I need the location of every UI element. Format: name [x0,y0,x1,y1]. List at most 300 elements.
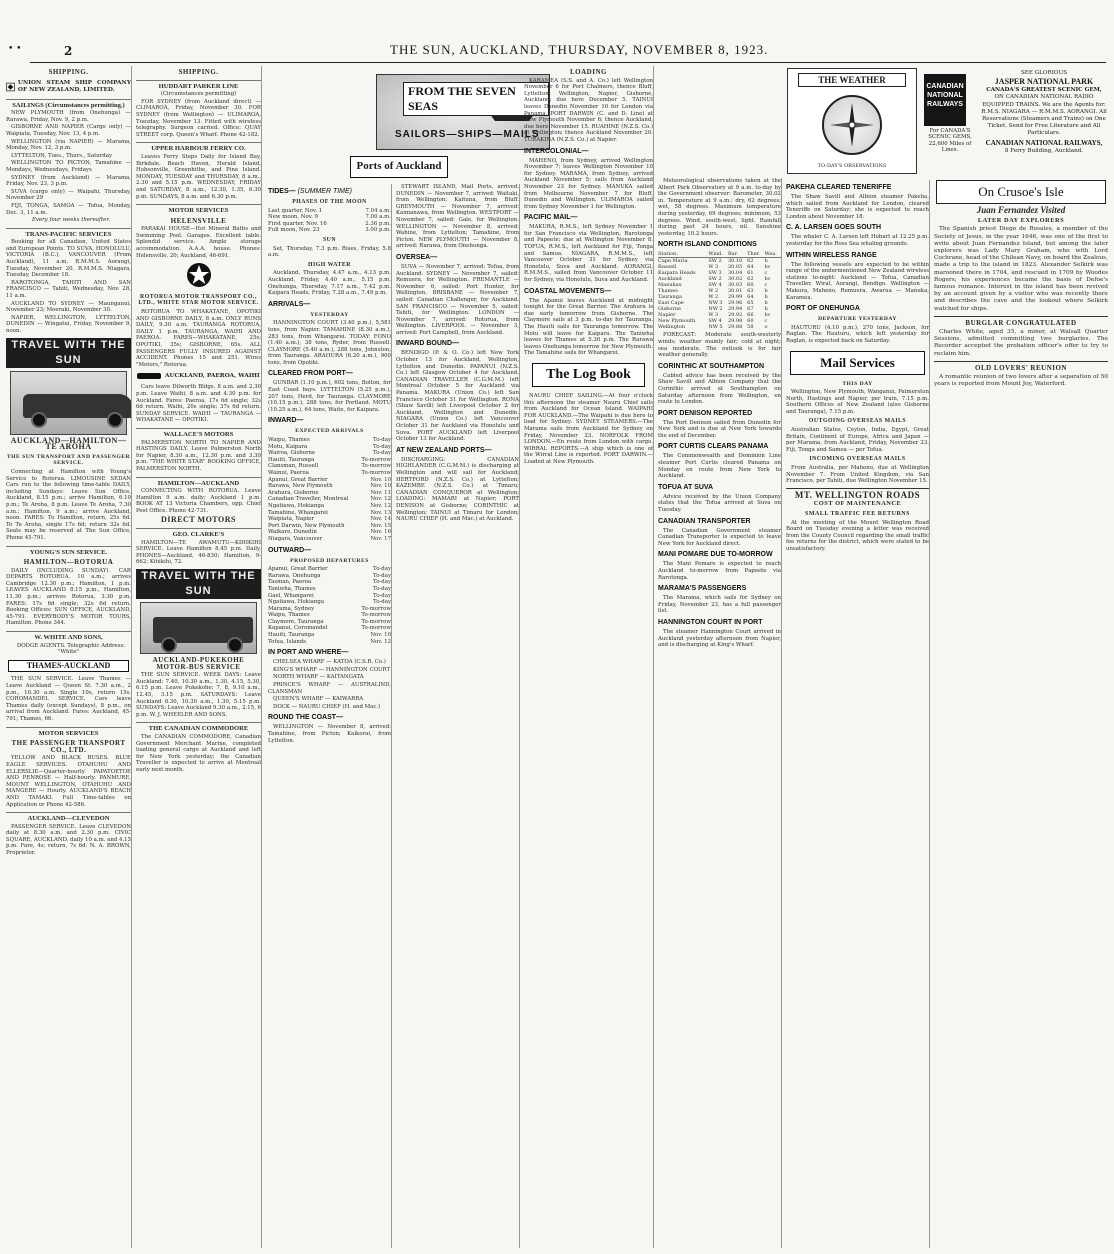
table-cell: b [764,258,768,265]
trans-pacific-heading: TRANS-PACIFIC SERVICES [6,228,131,239]
paeroa-header [136,371,261,381]
cnr-ad-text: ON CANADIAN NATIONAL RADIO EQUIPPED TRAINS. We are the Agents for: R.M.S. NIAGARA — R.M.M.S. AORANGI. All Reservations (Steamers and Trains) on One Ticket. Send for Free Literature and All Particulars. [981,94,1107,137]
clevedon-heading: AUCKLAND—CLEVEDON [6,812,131,823]
table-cell: 29.88 [727,324,743,331]
date: To-day [373,585,391,592]
table-cell: Thames [658,288,678,295]
list-item [268,490,391,497]
vessel: Rarawa, New Plymouth [268,483,333,490]
expected-arrivals-list [268,437,391,543]
mt-wellington-text: At the meeting of the Mount Wellington Road Board on Tuesday evening a letter was received from the County Council regarding the small traffic fee returns for the district, which were stated to be unsatisfactory. [786,519,929,552]
table-cell: 30.04 [727,270,743,277]
cnr-name: CANADIAN NATIONAL RAILWAYS, [985,138,1103,147]
wharf-item: QUEEN'S WHARF — KAIWARRA [273,696,364,703]
wharf-item: KING'S WHARF — HANNINGTON COURT [273,666,391,673]
north-island-conditions-heading: NORTH ISLAND CONDITIONS [658,241,757,249]
list-item [268,221,391,228]
date: To-day [373,592,391,599]
clarke-text: HAMILTON—TE AWAMUTU—KIHIKIHI SERVICE. Leave Hamilton 8.45 p.m. Daily. PHONES—Auckland, 46-830; Hamilton, 9-662; Kihikihi, 72. [136,539,261,566]
mani-pomare-text: The Mani Pomare is expected to reach Auckland to-morrow from Papeete via Rarotonga. [658,561,781,581]
conditions-table-body [658,258,781,331]
sailing-item: LYTTELTON, Tues., Thurs., Saturday [11,152,112,159]
vessel: Waipu, Thames [268,612,310,619]
list-item [268,516,391,523]
vessel: Motu, Kaipara [268,443,308,450]
wharf-item: PRINCE'S WHARF — AUSTRALIND, CLANSMAN [268,682,391,695]
column-header: Wind. [708,251,728,258]
table-cell: New Plymouth [658,318,696,325]
list-item [268,463,391,470]
auckland-hamilton-heading: AUCKLAND—HAMILTON—TE AROHA [10,435,127,452]
sun-text: Set, Thursday, 7.3 p.m. Rises, Friday, 5.8 a.m. [268,245,391,259]
list-item [268,227,391,234]
proposed-departures-list [268,566,391,645]
wharf-item: NORTH WHARF — KAITANGATA [273,674,364,681]
union-flag-icon [6,79,15,95]
sydney-service-text: AUCKLAND TO SYDNEY — Maunganui, November 23; Moeraki, November 30. [6,300,131,314]
table-cell: SW 3 [708,270,722,277]
port-curtis-text: The Commonwealth and Dominion Line steamer Port Curtis cleared Panama on Monday en route from New York to Auckland. [658,453,781,480]
crusoe-article-text: The Spanish priest Diego de Rosales, a member of the Society of Jesus, in the year 1646, was one of the first to write about Juan Fernandez Island, but among the later explorers was Lady Mary Graham, who with Lord Cochrane, head of the Chilean Navy, on board the Zealous, made a trip to the island in 1823. Alexander Selkirk was marooned there in 1704, and rescued in 1709 by Woodes Rogers; his experiences became the basis of Defoe's famous romance. Interest in the island has been revived by an account given by a visitor who was recently there and describes the cave and the lookout where Selkirk watched for ships. [934,226,1108,312]
intercolonial-text: MAHENO, from Sydney, arrived Wellington November 7; leaves Wellington November 10 for Sydney. MARAMA, from Sydney, arrived Auckland November 5; sails from Auckland November 23 for Sydney. MANUKA sailed from Melbourne November 7 for Bluff, Dunedin and Wellington. ULIMAROA sailed from Sydney November 1 for Wellington. [524,157,653,210]
departure-yesterday-label: DEPARTURE YESTERDAY [818,316,897,323]
oversea-text: SUVA — November 7, arrived: Tofua, from Auckland. SYDNEY — November 7, sailed: Remuera, for Wellington. FREMANTLE — November 6, sailed: Port Hunter, for Wellington. BRISBANE — November 7, sailed: Canadian Challenger, for Auckland. SAN FRANCISCO — November 5, sailed: Tahiti, for Wellington. LONDON — November 7, arrived: Rotorua, from Wellington. LIVERPOOL — November 3, arrived: Port Campbell, from Auckland. [396,263,519,336]
tides-label: TIDES— [268,188,296,195]
marama-passengers-heading: MARAMA'S PASSENGERS [658,585,747,593]
wireless-range-text: The following vessels are expected to be within range of the undermentioned New Zealand wireless stations to-night: Auckland — Tofua, Canadian Traveller, Wiral, Aorangi, Bendigo. Wellington — Makura, Maheno, Remuera. Awarua — Manuka, Karamea. [786,261,929,301]
date: Nov. 10 [370,632,391,639]
table-cell: Wellington [658,324,686,331]
column-header: Wea. [765,251,781,258]
column-header: Bar. [728,251,747,258]
date: To-day [373,437,391,444]
date: Nov. 11 [370,489,391,496]
cnr-logo: CANADIAN NATIONAL RAILWAYS [924,74,966,126]
table-cell: o [764,324,768,331]
inward-bound-text: BENDIGO (P. & O. Co.) left New York October 13 for Auckland, Wellington, Lyttelton and Dunedin. PAPANUI (N.Z.S. Co.) left Glasgow October 4 for Auckland. CANADIAN TRAVELLER (C.G.M.M.) left Montreal October 5 for Auckland via Panama. MAKURA (Union Co.) left San Francisco October 31 for Wellington. RONA (Shaw Savill) left Liverpool October 2 for Auckland, Wellington and Dunedin. NIAGARA (Union Co.) left Vancouver October 31 for Auckland via Honolulu and Suva. PORT AUCKLAND left Liverpool October 13 for Auckland. [396,350,519,443]
wallace-motors-heading: WALLACE'S MOTORS [136,428,261,439]
list-item [268,625,391,632]
vessel: Niagara, Vancouver [268,535,323,542]
list-item [268,586,391,593]
table-cell: bc [764,276,771,283]
jasper-park-title: JASPER NATIONAL PARK [994,77,1094,87]
date: Nov. 16 [370,529,391,536]
wireless-range-heading: WITHIN WIRELESS RANGE [786,251,877,259]
port-denison-heading: PORT DENISON REPORTED [658,409,753,417]
larsen-text: The whaler C. A. Larsen left Hobart at 12.25 p.m. yesterday for the Ross Sea whaling grounds. [786,234,929,247]
list-item [268,457,391,464]
pakeha-text: The Shaw Savill and Albion steamer Pakeha, which sailed from Auckland for London, cleared Teneriffe on Saturday; she is expected to reach London about November 18. [786,194,929,220]
table-cell: 30.02 [727,276,743,283]
clarke-heading: GEO. CLARKE'S [136,528,261,539]
marama-passengers-text: The Marama, which sails for Sydney on Friday, November 23, has a full passenger list. [658,595,781,615]
list-item [268,529,391,536]
outward-heading: OUTWARD— [268,546,312,554]
auckland-hamilton-subheading: THE SUN TRANSPORT AND PASSENGER SERVICE. [6,453,131,467]
moon-phase: Last quarter, Nov. 1 [268,207,323,214]
sailings-note: Every four weeks thereafter. [31,217,111,224]
see-glorious: SEE GLORIOUS [1020,70,1068,76]
seven-seas-subtitle: SAILORS—SHIPS—MAILS [395,129,540,140]
table-cell: b [764,294,768,301]
loading-text: KARAMEA (S.S. and A. Co.) left Wellington November 6 for Port Chalmers, thence Bluff, Lyttelton, Wellington, Napier, Gisborne, Auckland; due here December 5. TAINUI leaves Dunedin November 10 for London via Panama. PORT DARWIN (C. and D. Line) at New Plymouth November 6; thence Auckland, due here November 15. RUAHINE (N.Z.S. Co.) at Wellington; thence Auckland November 20. TURAKINA (N.Z.S. Co.) at Napier. [524,77,653,143]
coastal-movements-heading: COASTAL MOVEMENTS— [524,287,612,295]
mani-pomare-heading: MANI POMARE DUE TO-MORROW [658,551,773,559]
upper-harbour-heading: UPPER HARBOUR FERRY CO. [136,142,261,153]
union-co-header [6,79,131,95]
sailing-item: WELLINGTON (via NAPIER) — Marama, Monday, Nov. 12, 3 p.m. [6,138,131,152]
nz-ports-text: DISCHARGING: CANADIAN HIGHLANDER (C.G.M.M.) is discharging at Wellington and will sail for Auckland; HERTFORD (N.Z.S. Co.) at Lyttelton; KAZEMBE (N.Z.S. Co.) at Timaru; CANADIAN CONQUEROR at Wellington; LOADING: MAMARI at Napier; PORT DENISON at Gisborne; CORINTHIC at Wellington; TAINUI at Timaru for London; NAURU CHIEF (H. and Mac.) at Auckland. [396,456,519,523]
date: Nov. 17 [370,535,391,542]
table-cell: NW 3 [708,300,723,307]
table-cell: Auckland [658,276,682,283]
thames-auckland-banner: THAMES-AUCKLAND [8,660,129,673]
nz-ports-heading: AT NEW ZEALAND PORTS— [396,446,492,454]
date: Nov. 12 [370,638,391,645]
table-cell: 65 [747,300,754,307]
vessel: Kapanui, Coromandel [268,625,328,632]
wharf-item: CHELSEA WHARF — KATOA (C.S.R. Co.) [273,659,386,666]
table-cell: bc [764,312,771,319]
sailing-item: GISBORNE AND NAPIER (Cargo only) — Waipiata, Tuesday, Nov. 13, 4 p.m. [6,124,131,137]
arrivals-text: HANNINGTON COURT (3.40 p.m.), 5,581 tons, from Napier. TAMAHINE (8.30 a.m.), 283 tons, from Whangarei. TODAY: FONO (1.40 a.m.), 38 tons, Ryder, from Russell. CLAYMORE (5.40 a.m.), 288 tons, Johnston, from Tauranga. ARAHURA (6.20 a.m.), 900 tons, from Opotiki. [268,320,391,366]
page-number: 2 [64,44,73,58]
white-star-icon [186,262,212,288]
column-oversea [396,184,520,1248]
table-cell: 64 [747,294,754,301]
date: To-day [373,599,391,606]
vessel: Apanui, Great Barrier [268,476,328,483]
larsen-heading: C. A. LARSEN GOES SOUTH [786,224,882,232]
union-co-name: UNION STEAM SHIP COMPANY OF NEW ZEALAND, LIMITED. [17,79,131,93]
round-coast-text: WELLINGTON — November 8, arrived: Tamahine, from Picton; Kaikorai, from Lyttelton. [268,724,391,744]
masthead [0,0,1114,66]
table-cell: NW 2 [708,306,723,313]
travel-with-sun-banner: TRAVEL WITH THE SUN [6,338,131,368]
newspaper-title: THE SUN, AUCKLAND, THURSDAY, NOVEMBER 8, 1923. [390,42,769,57]
oversea-heading: OVERSEA— [396,253,438,261]
column-shipping-union [6,66,132,1248]
list-item [268,573,391,580]
registration-mark: • • [8,44,22,54]
table-cell: Cape Maria [658,258,688,265]
vessel: Tofua, Islands [268,638,307,645]
bus-wheel-icon [161,637,177,653]
old-lovers-heading: OLD LOVERS' REUNION [934,361,1108,372]
conditions-table [658,251,781,330]
passenger-co-text: YELLOW AND BLACK BUSES. BLUE EAGLE SERVICES. OTAHUHU AND ELLERSLIE—Quarter-hourly. PAPATOETOE AND PENROSE — Half-hourly. PANMURE, MOUNT WELLINGTON, OTAHUHU AND MANGERE — Hourly. AUCKLAND'S BEACH AND TAMAKI. Full Time-tables on Application or Phone 42-586. [6,755,131,808]
moon-time: 3.00 p.m. [365,227,391,234]
table-cell: Napier [658,312,676,319]
moon-phase: Full moon, Nov. 23 [268,227,320,234]
table-cell: East Cape [658,300,684,307]
vessel: Ngatiawa, Hokianga [268,502,325,509]
seven-seas-title: FROM THE SEVEN SEAS [403,82,549,116]
tides-heading [268,187,391,196]
column-mails [786,180,930,1248]
pacific-mail-text: MAKURA, R.M.S., left Sydney November 1 for San Francisco via Wellington, Rarotonga and Papeete; due at Wellington November 8. TOFUA, R.M.S., left Auckland for Fiji, Tonga and Samoa. NIAGARA, R.M.M.S., left Vancouver October 31 for Sydney via Honolulu, Suva and Auckland. AORANGI, R.M.M.S., sailed from Vancouver October 11 for Sydney, via Honolulu, Suva and Auckland. [524,224,653,284]
date: Nov. 14 [370,516,391,523]
table-cell: 63 [747,288,754,295]
vessel: Ngatiawa, Hokianga [268,599,325,606]
date: To-day [373,443,391,450]
pacific-mail-heading: PACIFIC MAIL— [524,214,578,222]
rotorua-transport-heading: ROTORUA MOTOR TRANSPORT CO., LTD., WHITE STAR MOTOR SERVICE. [138,293,259,307]
list-item [268,444,391,451]
sailing-item: SYDNEY (from Auckland) — Marama, Friday, Nov. 23, 3 p.m. [6,174,131,188]
table-cell: c [764,282,768,289]
summer-time-label: (SUMMER TIME) [297,188,353,195]
sailings-heading: SAILINGS (Circumstances permitting.) [6,99,131,110]
helensville-heading: HELENSVILLE [170,216,227,225]
young-service-heading: YOUNG'S SUN SERVICE. [6,546,131,557]
date: Nov. 12 [370,502,391,509]
log-book-title: The Log Book [532,363,645,387]
moon-phases-list [268,208,391,234]
table-cell: 66 [747,312,754,319]
tofua-text: Advice received by the Union Company states that the Tofua arrived at Suva on Tuesday. [658,493,781,514]
moon-time: 7.04 a.m. [365,207,391,214]
rotorua-transport-text: ROTORUA TO WHAKATANE, OPOTIKI AND GISBORNE DAILY, 8 a.m. ONLY RUNS DAILY, 9.30 a.m. TAURANGA ROTORUA, DAILY 1 p.m. TAURANGA, WAIHI AND PAEROA. FARES—WHAKATANE, 25s; OPOTIKI, 35s; GISBORNE, 65s. ALL PASSENGERS FULLY INSURED AGAINST ACCIDENT. Phones 15 and 251. Wires "Motors," Rotorua. [136,309,261,368]
table-cell: 67 [747,306,754,313]
huddart-parker-sub: (Circumstances permitting) [160,91,237,98]
arrivals-yesterday-label: YESTERDAY [310,311,349,318]
vessel: Clansman, Russell [268,463,319,470]
cleared-text: GUNBAR (1.10 p.m.), 602 tons, Bolton, for East Coast bays. LYTTELTON (5.25 p.m.), 207 tons, Herd, for Tauranga. CLAYMORE (10.15 p.m.), 288 tons, for Portland. MOTU (10.25 a.m.), 64 tons, Waite, for Kaipara. [268,380,391,413]
arrivals-heading: ARRIVALS— [268,300,311,308]
motor-services-heading: MOTOR SERVICES [136,204,261,215]
motor-car-illustration [10,371,127,435]
rarotonga-text: RAROTONGA, TAHITI AND SAN FRANCISCO — Tahiti, Wednesday, Nov. 28, 11 a.m. [6,279,131,300]
huddart-parker-heading: HUDDART PARKER LINE [136,80,261,91]
weather-title: THE WEATHER [798,73,906,87]
white-sons-heading: W. WHITE AND SONS, [6,631,131,642]
moon-phase: New moon, Nov. 9 [268,214,318,221]
table-cell: 29.98 [727,318,743,325]
vessel: Tasman, Paeroa [268,579,312,586]
hannington-court-text: The steamer Hannington Court arrived in Auckland yesterday afternoon from Napier, and is discharging at King's Wharf. [658,628,781,649]
weather-compass-icon [822,95,882,155]
moon-time: 2.36 p.m. [365,220,391,227]
date: To-day [373,572,391,579]
expected-arrivals-heading: EXPECTED ARRIVALS [295,428,364,435]
table-cell: 29.92 [727,312,743,319]
canadian-national-railways-ad [922,68,1108,176]
table-cell: SW 4 [708,282,722,289]
helensville-text: PARAKAI HOUSE—Hot Mineral Baths and Swimming Pool. Garages. Excellent table. Splendid service. Ample storage accommodation. A.A.A. house. Phones: Helensville, 20; Auckland, 46-691. [136,226,261,259]
passenger-co-heading: THE PASSENGER TRANSPORT CO., LTD. [11,739,126,754]
list-item [268,606,391,613]
list-item [268,483,391,490]
thames-auckland-text: THE SUN SERVICE. Leave Thames — Leave Auckland — Queen St. 7.30 a.m., 2 p.m., 10.30 a.m. Single 10s, return 15s. COROMANDEL SERVICE. Cars leave Thames daily (except Sundays), 8 p.m., on arrival from Auckland. Fares: Auckland, 45-791; Thames, 66. [6,676,131,722]
list-item [268,599,391,606]
list-item [268,632,391,639]
list-item [268,470,391,477]
vessel: Claymore, Tauranga [268,618,324,625]
table-cell: 62 [747,276,754,283]
table-cell: bc [764,264,771,271]
moon-phase: First quarter, Nov. 16 [268,220,327,227]
old-lovers-text: A romantic reunion of two lovers after a separation of 50 years is reported from Mount Joy, Waterford. [934,374,1108,388]
vessel: Taniwha, Thames [268,585,316,592]
clevedon-text: PASSENGER SERVICE. Leave CLEVEDON daily at 8.30 a.m. and 2.30 p.m. CIVIC SQUARE, AUCKLAND, daily 10 a.m. and 4.15 p.m. Fare, 4s; return, 7s 6d. N. A. BROWN, Proprietor. [6,823,131,857]
table-cell: SW 2 [708,276,722,283]
cnr-ad-body [980,70,1108,155]
column-crusoe [934,178,1108,1248]
list-item [268,523,391,530]
high-water-heading: HIGH WATER [308,261,351,268]
column-header: Station. [658,251,708,258]
vessel: Marama, Sydney [268,605,315,612]
vessel: Waipiata, Napier [268,516,315,523]
list-item [268,566,391,573]
huddart-parker-text: FOR SYDNEY (from Auckland direct) — CLIMAROA, Friday, November 30. FOR SYDNEY (from Wellington) — ULIMAROA, Tuesday, November 13. Fitted with wireless telegraphy. Surgeon carried. Office: QUAY STREET corp. Queen's Wharf. Phone 42-182. [136,98,261,138]
table-cell: 61 [747,270,754,277]
vessel: Gael, Whangarei [268,592,314,599]
date: To-day [373,579,391,586]
coastal-movements-text: The Apanui leaves Auckland at midnight tonight for the Great Barrier. The Arahura is due early tomorrow from Gisborne. The Claymore sails at 3 p.m. to-day for Tauranga. The Hauiti sails for Tauranga tomorrow. The Motu will leave for Kaipara. The Taniwha leaves for Thames at 5.30 p.m. The Rarawa leaves Onehunga tomorrow for New Plymouth. The Tamahine sails for Whangarei. [524,297,653,357]
table-cell: 29.99 [727,294,743,301]
corinthic-text: Cabled advice has been received by the Shaw Savill and Albion Company that the Corinthic arrived at Southampton on Saturday afternoon from Wellington, en route to London. [658,372,781,406]
corinthic-heading: CORINTHIC AT SOUTHAMPTON [658,362,765,370]
vessel: Wainui, Paeroa [268,470,309,476]
later-explorers-heading: LATER DAY EXPLORERS [977,217,1065,225]
car-logo-icon [136,371,162,381]
napier-line-text: NAPIER, WELLINGTON, LYTTELTON, DUNEDIN — Wingatui, Friday, November 9, noon. [6,314,131,334]
table-cell: 29.96 [727,300,743,307]
vessel: Arahura, Gisborne [268,489,319,496]
jasper-subtitle: CANADA'S GREATEST SCENIC GEM, [986,87,1102,94]
column-weather [658,178,782,1248]
vessel: Hauiti, Tauranga [268,632,315,639]
table-cell: W 3 [708,312,719,319]
canadian-commodore-heading: THE CANADIAN COMMODORE [136,722,261,733]
vessel: Canadian Traveller, Montreal [268,496,349,503]
table-cell: c [764,270,768,277]
hamilton-auckland-heading: HAMILTON—AUCKLAND [136,477,261,488]
table-cell: b [764,288,768,295]
date: Nov. 15 [370,522,391,529]
list-item [268,536,391,543]
date: Nov. 10 [370,483,391,490]
column-shipping-motors [136,66,262,1248]
sailing-item: NEW PLYMOUTH (from Onehunga) — Rarawa, Friday, Nov. 9, 2 p.m. [6,110,131,123]
list-item [268,450,391,457]
list-item [268,477,391,484]
date: Nov. 12 [370,496,391,503]
forecast-text: FORECAST: Moderate south-westerly winds; weather mainly fair; cold at night; sea moderate. The outlook is for fair weather generally. [658,332,781,359]
table-cell: 30.03 [727,282,743,289]
mail-services-title: Mail Services [790,351,925,375]
inward-heading: INWARD— [268,417,304,425]
shipping-heading: SHIPPING. [48,68,89,76]
wharf-item: DOCK — NAURU CHIEF (H. and Mac.) [273,703,381,710]
bus-wheel-icon [227,637,243,653]
pukekohe-text: THE SUN SERVICE. WEEK DAYS: Leave Auckland: 7.40, 10.30 a.m., 1.30, 4.15, 5.30, 6.15 p.m. Leave Pukekohe: 7, 8, 9.10 a.m., 12.45, 3.15 p.m. SATURDAYS: Leave Auckland 8.30, 10.30 a.m., 1.30, 5.15 p.m. SUNDAYS: Leave Auckland 9.30 a.m., 2.15, 6 p.m. W. J. WHEELER AND SONS. [136,672,261,718]
star-emblem [136,262,261,291]
car-wheel-icon [31,412,47,428]
vessel: Port Darwin, New Plymouth [268,522,345,529]
travel-with-sun-banner: TRAVEL WITH THE SUN [136,569,261,599]
vessel: Waipu, Thames [268,437,310,444]
round-coast-heading: ROUND THE COAST— [268,714,344,722]
incoming-mails-heading: INCOMING OVERSEAS MAILS [809,456,906,463]
motor-services-heading: MOTOR SERVICES [6,727,131,738]
list-item [268,208,391,215]
sun-heading: SUN [322,236,337,243]
incoming-mails-text: From Australia, per Maheno, due at Wellington November 7. From United Kingdom, via San Francisco, per Tahiti, due Wellington November 15. [786,465,929,485]
direct-motors-heading: DIRECT MOTORS [161,515,236,525]
mail-services-text: Wellington, New Plymouth, Wanganui, Palmerston North, Hastings and Napier, per train, 7.15 p.m. Southern Offices of New Zealand (also Gisborne and Tauranga), 7.15 p.m. [786,389,929,415]
young-service-subheading: HAMILTON—ROTORUA [23,558,114,567]
vessel: Waikare, Dunedin [268,529,317,536]
masthead-rule [30,62,1106,63]
tofua-heading: TOFUA AT SUVA [658,483,714,491]
table-cell: SW 2 [708,258,722,265]
weather-caption: TO-DAY'S OBSERVATIONS [817,163,887,169]
paeroa-heading: AUCKLAND, PAEROA, WAIHI [165,373,260,380]
pukekohe-heading: AUCKLAND-PUKEKOHE MOTOR-BUS SERVICE [152,656,245,671]
list-item [268,503,391,510]
ports-of-auckland-title: Ports of Auckland [350,156,448,178]
vessel: Apanui, Great Barrier [268,566,328,573]
date: To-morrow [361,470,391,476]
weather-observations-text: Meteorological observations taken at the Albert Park Observatory at 9 a.m. to-day by the Government observer: Barometer, 30.02 in. Temperature at 9 a.m.: dry, 62 degrees; wet, 58 degrees. Maximum temperature during yesterday, 69 degrees; minimum, 53 degrees. Wind, south-west, light. Rainfall during past 24 hours, nil. Sunshine yesterday, 10.2 hours. [658,178,781,237]
list-item [268,214,391,221]
date: To-morrow [361,612,391,619]
table-cell: 30.05 [727,264,743,271]
table-cell: W 3 [708,264,719,271]
column-ports [268,184,392,1248]
traffic-fee-subheading: SMALL TRAFFIC FEE RETURNS [805,511,910,517]
hamilton-auckland-text: CONNECTING WITH ROTORUA. Leave Hamilton 9 a.m. daily; Auckland 1 p.m. BOOK AT 13 Victoria Chambers, opp. Chief Post Office. Phone 42-731. [136,488,261,514]
shipping-heading: SHIPPING. [178,68,219,76]
burglar-text: Charles White, aged 35, a miner, at Walsall Quarter Sessions, admitted committing two burglaries. The Recorder accepted the probation officer's offer to try to reclaim him. [934,329,1108,357]
list-item [268,639,391,646]
table-cell: Kaipara Heads [658,270,696,277]
upper-harbour-text: Leaves Ferry Steps Daily for Island Bay, Birkdale, Beach Haven, Herald Island, Hobsonville, Greenhithe, and Pine Island. MONDAY, TUESDAY and THURSDAY, 8 a.m., 2.30 and 5.15 p.m. WEDNESDAY, FRIDAY and SATURDAY, 8 a.m., 12.30, 1.35, 6.30 p.m. SUNDAYS, 8 a.m. and 6.30 p.m. [136,153,261,200]
canadian-transporter-heading: CANADIAN TRANSPORTER [658,517,751,525]
this-day-label: THIS DAY [842,380,873,387]
date: Nov. 10 [370,476,391,483]
moon-heading: PHASES OF THE MOON [292,199,367,205]
vessel: Wairoa, Gisborne [268,450,316,457]
crusoe-headline: On Crusoe's Isle [936,180,1106,204]
date: To-morrow [361,618,391,625]
vessel: Hauiti, Tauranga [268,456,315,463]
compass-rose-icon [824,97,880,153]
moon-time: 7.00 a.m. [365,214,391,221]
pakeha-heading: PAKEHA CLEARED TENERIFFE [786,184,892,191]
date: To-morrow [361,456,391,463]
table-cell: 62 [747,258,754,265]
trans-pacific-text: Booking for all Canadian, United States and European Points. TO SUVA, HONOLULU, VICTORIA (B.C.), VANCOUVER (From Auckland), 11 a.m. R.M.M.S. Aorangi, Tuesday, November 20. R.M.M.S. Niagara, Tuesday, December 18. [6,239,131,279]
sailing-item: WELLINGTON TO PICTON, Tamahine — Mondays, Wednesdays, Fridays [6,160,131,173]
column-loading [524,66,654,1248]
column-header: Ther. [747,251,764,258]
list-item [268,437,391,444]
hannington-court-heading: HANNINGTON COURT IN PORT [658,618,763,626]
list-item [268,579,391,586]
car-wheel-icon [107,412,123,428]
list-item [268,612,391,619]
weather-box [787,68,917,174]
port-onehunga-heading: PORT OF ONEHUNGA [786,305,860,313]
table-cell: 58 [747,324,754,331]
list-item [268,619,391,626]
proposed-departures-heading: PROPOSED DEPARTURES [290,557,369,564]
